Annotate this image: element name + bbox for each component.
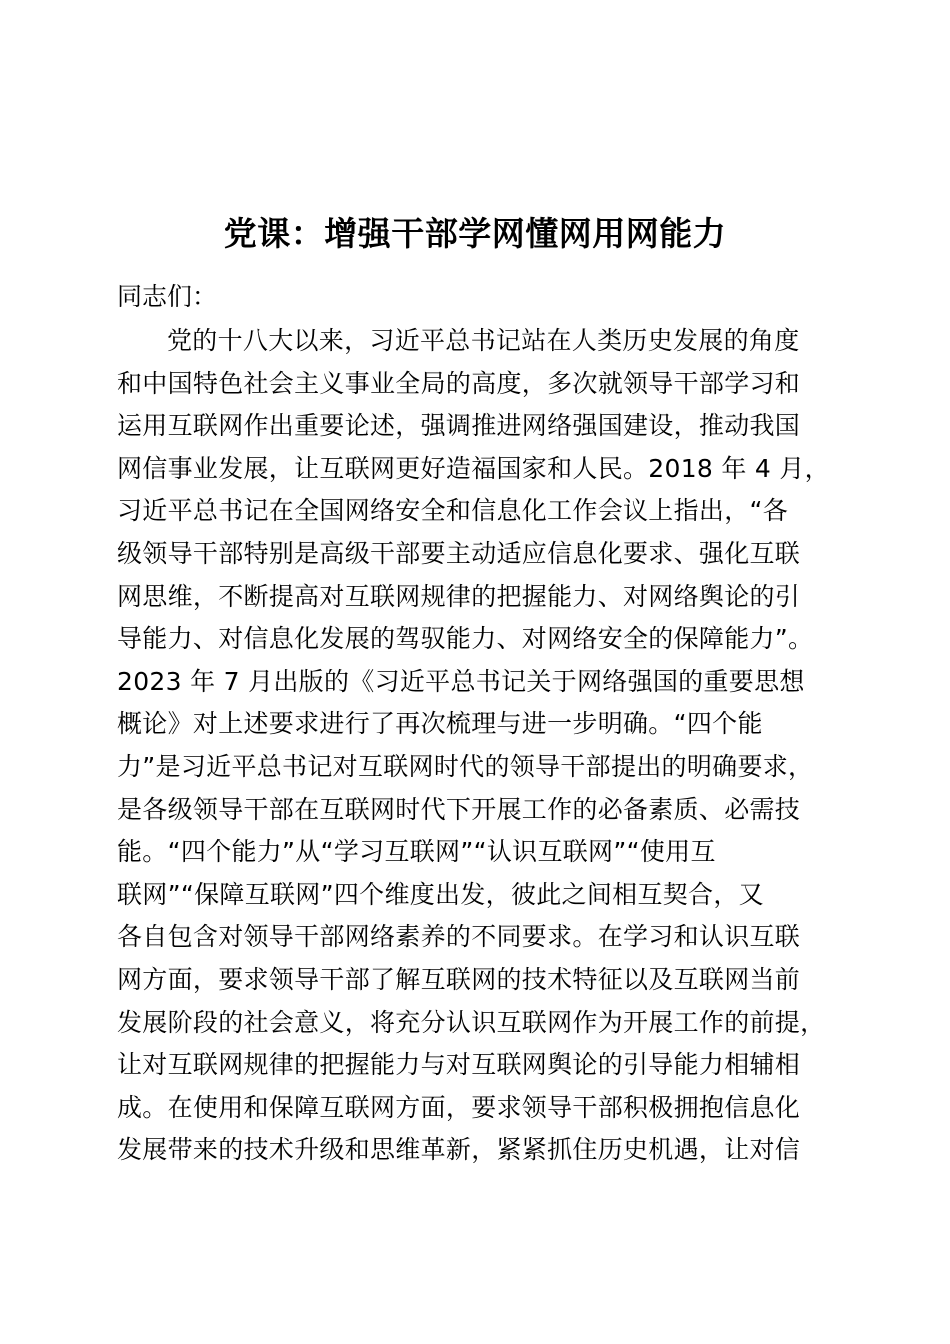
body-paragraph: [117, 320, 837, 1172]
text-line: 成。在使用和保障互联网方面，要求领导干部积极拥抱信息化: [117, 1092, 801, 1122]
text-line: 2023 年 7 月出版的《习近平总书记关于网络强国的重要思想: [117, 666, 805, 696]
salutation: 同志们：: [117, 282, 218, 311]
text-line: 导能力、对信息化发展的驾驭能力、对网络安全的保障能力”。: [117, 624, 814, 654]
text-line: 运用互联网作出重要论述，强调推进网络强国建设，推动我国: [117, 411, 801, 441]
text-line: 级领导干部特别是高级干部要主动适应信息化要求、强化互联: [117, 538, 801, 568]
text-line: 网方面，要求领导干部了解互联网的技术特征以及互联网当前: [117, 964, 801, 994]
document-title: 党课：增强干部学网懂网用网能力: [223, 214, 727, 253]
text-line: 党的十八大以来，习近平总书记站在人类历史发展的角度: [167, 326, 800, 355]
text-line: 发展阶段的社会意义，将充分认识互联网作为开展工作的前提，: [117, 1007, 826, 1037]
text-line: 力”是习近平总书记对互联网时代的领导干部提出的明确要求，: [117, 751, 814, 781]
text-line: 网信事业发展，让互联网更好造福国家和人民。2018 年 4 月，: [117, 453, 830, 483]
text-line: 概论》对上述要求进行了再次梳理与进一步明确。“四个能: [117, 709, 763, 739]
text-line: 是各级领导干部在互联网时代下开展工作的必备素质、必需技: [117, 794, 801, 824]
text-line: 联网”“保障互联网”四个维度出发，彼此之间相互契合，又: [117, 879, 764, 909]
text-line: 发展带来的技术升级和思维革新，紧紧抓住历史机遇，让对信: [117, 1135, 801, 1165]
text-line: 各自包含对领导干部网络素养的不同要求。在学习和认识互联: [117, 922, 801, 952]
text-line: 和中国特色社会主义事业全局的高度，多次就领导干部学习和: [117, 368, 801, 398]
text-line: 习近平总书记在全国网络安全和信息化工作会议上指出，“各: [117, 496, 789, 526]
text-line: 网思维，不断提高对互联网规律的把握能力、对网络舆论的引: [117, 581, 801, 611]
text-line: 让对互联网规律的把握能力与对互联网舆论的引导能力相辅相: [117, 1050, 801, 1080]
text-line: 能。“四个能力”从“学习互联网”“认识互联网”“使用互: [117, 837, 716, 867]
